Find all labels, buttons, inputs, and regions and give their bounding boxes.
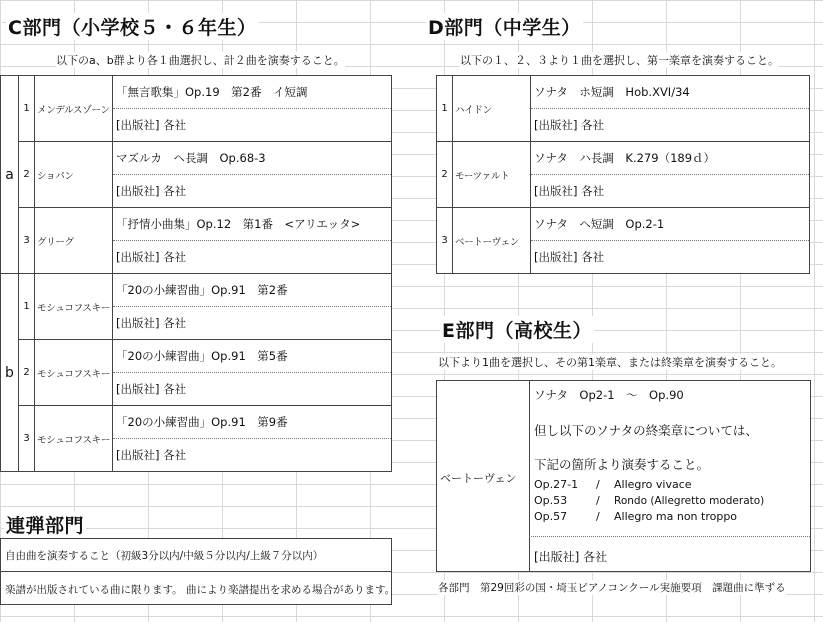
duet-rule-1: 自由曲を演奏すること（初級3分以内/中級５分以内/上級７分以内） (5, 550, 324, 562)
row-number: 1 (19, 274, 35, 340)
piece-title: ソナタ ホ短調 Hob.XVI/34 (531, 76, 810, 109)
publisher-text: [出版社] 各社 (113, 439, 392, 472)
composer-name: メンデルスゾーン (35, 76, 113, 142)
excerpt-row (534, 494, 764, 507)
composer-name: モシュコフスキー (35, 406, 113, 472)
d-section-title: D部門（中学生） (426, 13, 583, 40)
row-number: 3 (19, 406, 35, 472)
row-number: 2 (19, 142, 35, 208)
duet-section-title: 連弾部門 (4, 511, 86, 538)
piece-title: マズルカ ヘ長調 Op.68-3 (113, 142, 392, 175)
table-row (1, 340, 392, 373)
composer-name: ベートーヴェン (453, 208, 531, 274)
row-number: 2 (437, 142, 453, 208)
excerpt-desc: Allegro ma non troppo (614, 510, 738, 523)
publisher-text: [出版社] 各社 (113, 373, 392, 406)
e-section-box (436, 380, 811, 572)
duet-rule-2: 楽譜が出版されている曲に限ります。 曲により楽譜提出を求める場合があります。 (5, 584, 396, 596)
excerpt-opus: Op.57 (534, 510, 568, 523)
e-condition-line: 下記の箇所より演奏すること。 (534, 457, 710, 472)
e-condition-line: 但し以下のソナタの終楽章については、 (534, 423, 758, 438)
piece-title: 「20の小練習曲」Op.91 第5番 (113, 340, 392, 373)
row-number: 3 (19, 208, 35, 274)
publisher-text: [出版社] 各社 (531, 109, 810, 142)
publisher-text: [出版社] 各社 (113, 241, 392, 274)
table-row (1, 208, 392, 241)
excerpt-separator: / (596, 478, 600, 491)
composer-name: ベートーヴェン (440, 472, 517, 485)
e-sonata-range: ソナタ Op2-1 ～ Op.90 (534, 388, 684, 402)
row-number: 2 (19, 340, 35, 406)
composer-name: モシュコフスキー (35, 340, 113, 406)
excerpt-separator: / (596, 510, 600, 523)
table-row (1, 406, 392, 439)
footer-note: 各部門 第29回彩の国・埼玉ピアノコンクール実施要項 課題曲に準ずる (438, 582, 786, 594)
excerpt-desc: Allegro vivace (614, 478, 692, 491)
table-row (1, 274, 392, 307)
composer-name: モーツァルト (453, 142, 531, 208)
d-section-instruction: 以下の１、２、３より１曲を選択し、第一楽章を演奏すること。 (460, 54, 779, 67)
composer-name: ショパン (35, 142, 113, 208)
row-number: 1 (19, 76, 35, 142)
composer-name: モシュコフスキー (35, 274, 113, 340)
composer-name: グリーグ (35, 208, 113, 274)
table-row (1, 76, 392, 109)
c-section-table (0, 75, 392, 472)
publisher-text: [出版社] 各社 (531, 241, 810, 274)
excerpt-opus: Op.53 (534, 494, 568, 507)
publisher-text: [出版社] 各社 (113, 109, 392, 142)
table-row (437, 76, 810, 109)
publisher-text: [出版社] 各社 (531, 175, 810, 208)
table-row (437, 142, 810, 175)
piece-title: 「20の小練習曲」Op.91 第2番 (113, 274, 392, 307)
excerpt-opus: Op.27-1 (534, 478, 579, 491)
composer-name: ハイドン (453, 76, 531, 142)
table-row (1, 142, 392, 175)
table-row (437, 208, 810, 241)
piece-title: 「抒情小曲集」Op.12 第1番 <アリエッタ> (113, 208, 392, 241)
c-section-title: C部門（小学校５・６年生） (6, 13, 258, 40)
row-number: 3 (437, 208, 453, 274)
piece-title: 「20の小練習曲」Op.91 第9番 (113, 406, 392, 439)
c-section-instruction: 以下のa、b群より各１曲選択し、計２曲を演奏すること。 (56, 54, 345, 67)
publisher-text: [出版社] 各社 (113, 175, 392, 208)
publisher-text: [出版社] 各社 (113, 307, 392, 340)
duet-section-box (0, 538, 396, 605)
excerpt-desc: Rondo (Allegretto moderato) (614, 495, 765, 507)
e-section-instruction: 以下より1曲を選択し、その第1楽章、または終楽章を演奏すること。 (438, 356, 782, 369)
e-section-title: E部門（高校生） (440, 316, 594, 343)
group-label-a: a (1, 76, 19, 274)
piece-title: ソナタ ハ長調 K.279（189ｄ） (531, 142, 810, 175)
excerpt-row (534, 478, 692, 491)
row-number: 1 (437, 76, 453, 142)
piece-title: 「無言歌集」Op.19 第2番 イ短調 (113, 76, 392, 109)
excerpt-row (534, 510, 737, 523)
group-label-b: b (1, 274, 19, 472)
excerpt-separator: / (596, 494, 600, 507)
d-section-table (436, 75, 810, 274)
piece-title: ソナタ ヘ短調 Op.2-1 (531, 208, 810, 241)
publisher-text: [出版社] 各社 (534, 550, 608, 564)
